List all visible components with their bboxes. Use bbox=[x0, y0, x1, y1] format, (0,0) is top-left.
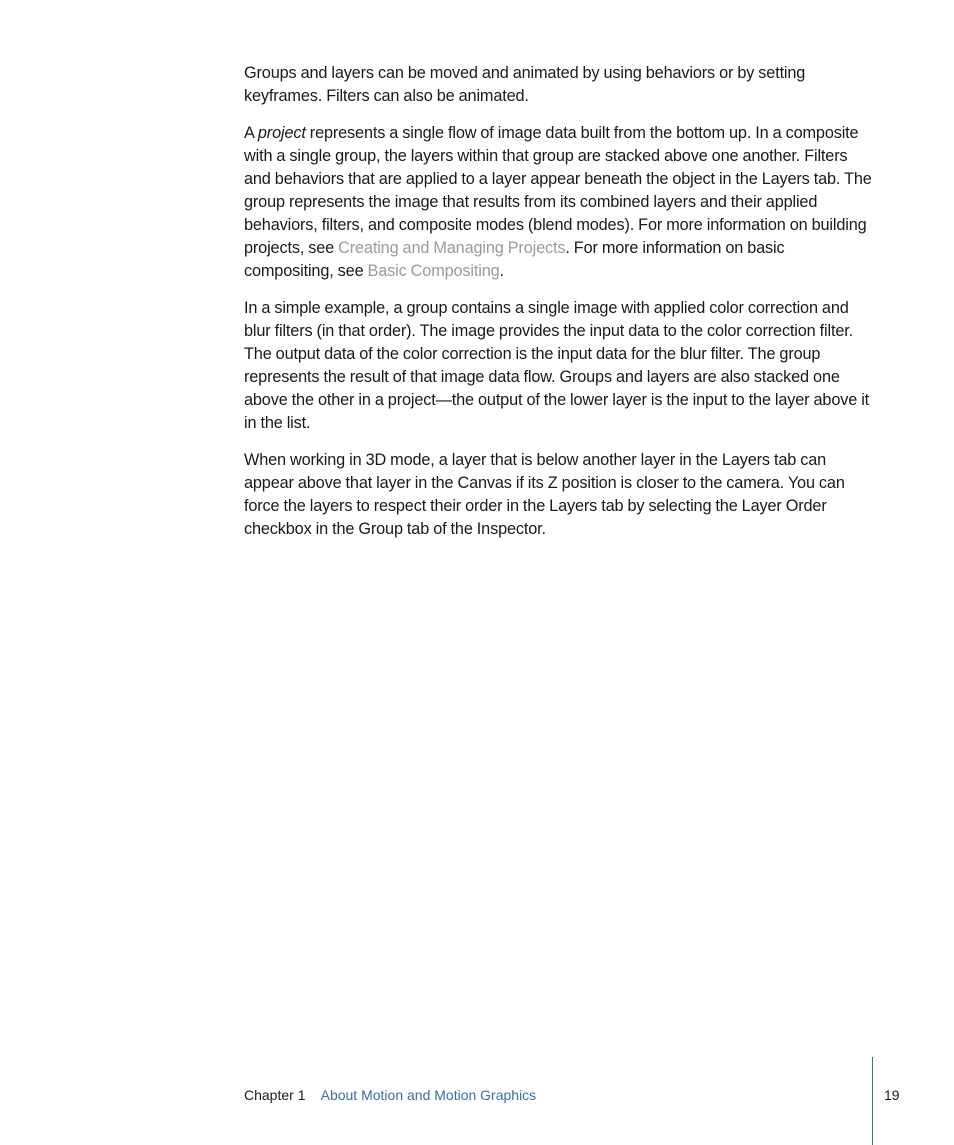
link-basic-compositing[interactable]: Basic Compositing bbox=[367, 262, 500, 280]
paragraph-project bbox=[244, 122, 876, 283]
paragraph-project-text-c: . For more information on basic compositing, see bbox=[244, 239, 785, 280]
paragraph-project-text-b: represents a single flow of image data built from the bottom up. In a composite with a single group, the layers within that group are stacked above one another. Filters and behaviors that are applied to a layer appear beneath the object in the Layers tab. The group represents the image that results from its combined layers and their applied behaviors, filters, and composite modes (blend modes). For more information on building projects, see bbox=[244, 124, 872, 257]
paragraph-project-text-d: . bbox=[499, 262, 504, 280]
chapter-label: Chapter 1 bbox=[244, 1087, 306, 1103]
project-term: project bbox=[257, 124, 306, 142]
footer-divider bbox=[872, 1057, 873, 1145]
paragraph-simple-example: In a simple example, a group contains a single image with applied color correction and blur filters (in that order). The image provides the input data to the color correction filter. The output data of the color correction is the input data for the blur filter. The group represents the result of that image data flow. Groups and layers are also stacked one above the other in a project—the output of the lower layer is the input to the layer above it in the list. bbox=[244, 299, 870, 432]
page-number: 19 bbox=[884, 1087, 900, 1103]
chapter-title-link[interactable]: About Motion and Motion Graphics bbox=[320, 1087, 537, 1103]
paragraph-3d-mode: When working in 3D mode, a layer that is below another layer in the Layers tab can appear above that layer in the Canvas if its Z position is closer to the camera. You can force the layers to respect their order in the Layers tab by selecting the Layer Order checkbox in the Group tab of the Inspector. bbox=[244, 451, 845, 538]
link-creating-managing-projects[interactable]: Creating and Managing Projects bbox=[338, 239, 566, 257]
paragraph-project-text-a: A bbox=[244, 124, 258, 142]
main-content bbox=[244, 62, 876, 555]
page-footer bbox=[244, 1086, 536, 1104]
paragraph-groups-layers: Groups and layers can be moved and animated by using behaviors or by setting keyframes. Filters can also be animated. bbox=[244, 64, 806, 105]
